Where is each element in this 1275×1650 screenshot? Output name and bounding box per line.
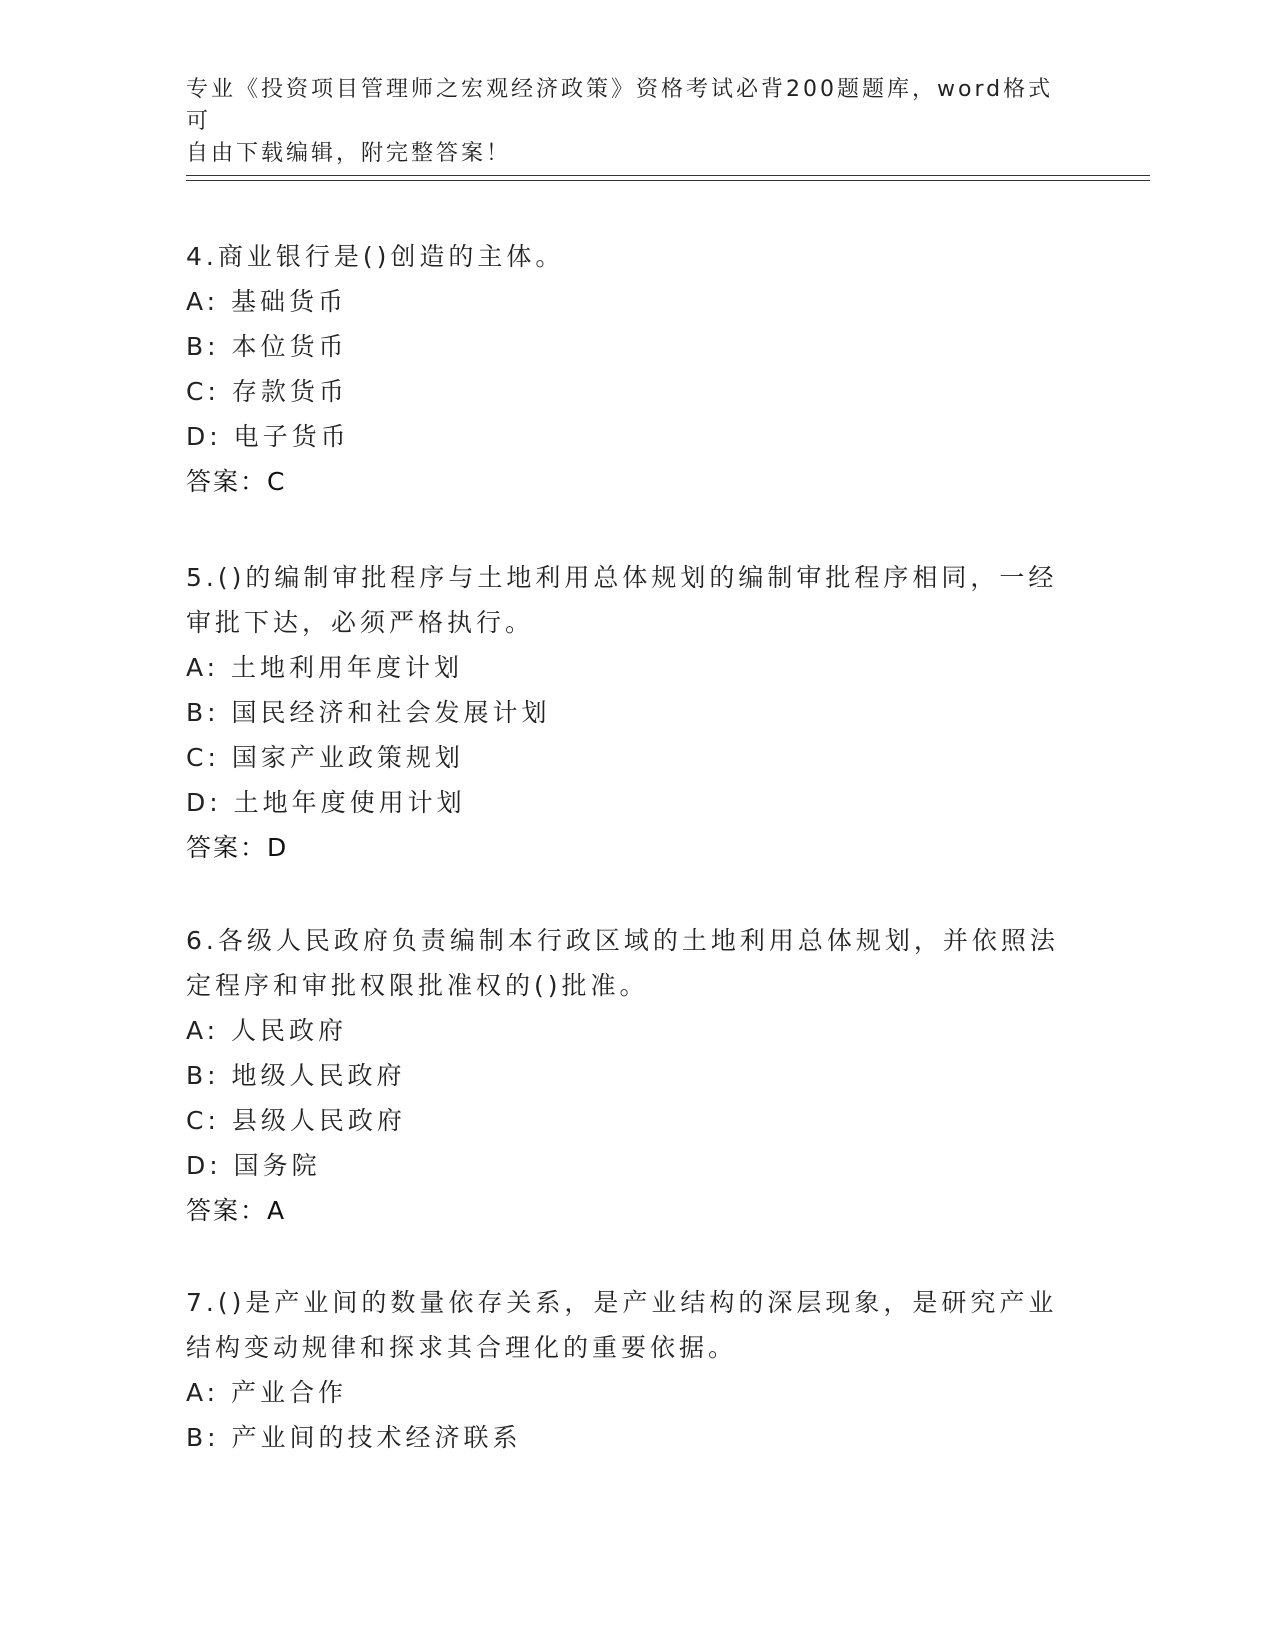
question-5 bbox=[186, 555, 1066, 870]
option-d: D: 国务院 bbox=[186, 1151, 321, 1180]
question-stem: 7.()是产业间的数量依存关系，是产业结构的深层现象，是研究产业结构变动规律和探求其合理化的重要依据。 bbox=[186, 1288, 1058, 1362]
header-line-1: 专业《投资项目管理师之宏观经济政策》资格考试必背200题题库，word格式可 bbox=[186, 77, 1054, 134]
question-6 bbox=[186, 918, 1066, 1233]
option-c: C: 存款货币 bbox=[186, 377, 348, 406]
option-a: A: 基础货币 bbox=[186, 287, 348, 316]
question-stem: 5.()的编制审批程序与土地利用总体规划的编制审批程序相同，一经审批下达，必须严格执行。 bbox=[186, 563, 1058, 637]
option-c: C: 国家产业政策规划 bbox=[186, 743, 464, 772]
option-a: A: 土地利用年度计划 bbox=[186, 653, 464, 682]
option-a: A: 人民政府 bbox=[186, 1016, 348, 1045]
answer: 答案：D bbox=[186, 833, 289, 862]
option-b: B: 产业间的技术经济联系 bbox=[186, 1423, 522, 1452]
question-stem: 6.各级人民政府负责编制本行政区域的土地利用总体规划，并依照法定程序和审批权限批准权的()批准。 bbox=[186, 926, 1059, 1000]
option-b: B: 本位货币 bbox=[186, 332, 348, 361]
option-a: A: 产业合作 bbox=[186, 1378, 348, 1407]
question-stem: 4.商业银行是()创造的主体。 bbox=[186, 242, 565, 271]
header-line-2: 自由下载编辑，附完整答案！ bbox=[186, 141, 512, 166]
document-header bbox=[186, 74, 1066, 170]
option-b: B: 国民经济和社会发展计划 bbox=[186, 698, 551, 727]
option-d: D: 土地年度使用计划 bbox=[186, 788, 466, 817]
option-d: D: 电子货币 bbox=[186, 422, 350, 451]
answer: 答案：A bbox=[186, 1196, 287, 1225]
answer: 答案：C bbox=[186, 467, 287, 496]
question-7 bbox=[186, 1280, 1066, 1460]
option-b: B: 地级人民政府 bbox=[186, 1061, 406, 1090]
header-double-rule bbox=[186, 175, 1150, 181]
option-c: C: 县级人民政府 bbox=[186, 1106, 406, 1135]
question-4 bbox=[186, 234, 1066, 504]
